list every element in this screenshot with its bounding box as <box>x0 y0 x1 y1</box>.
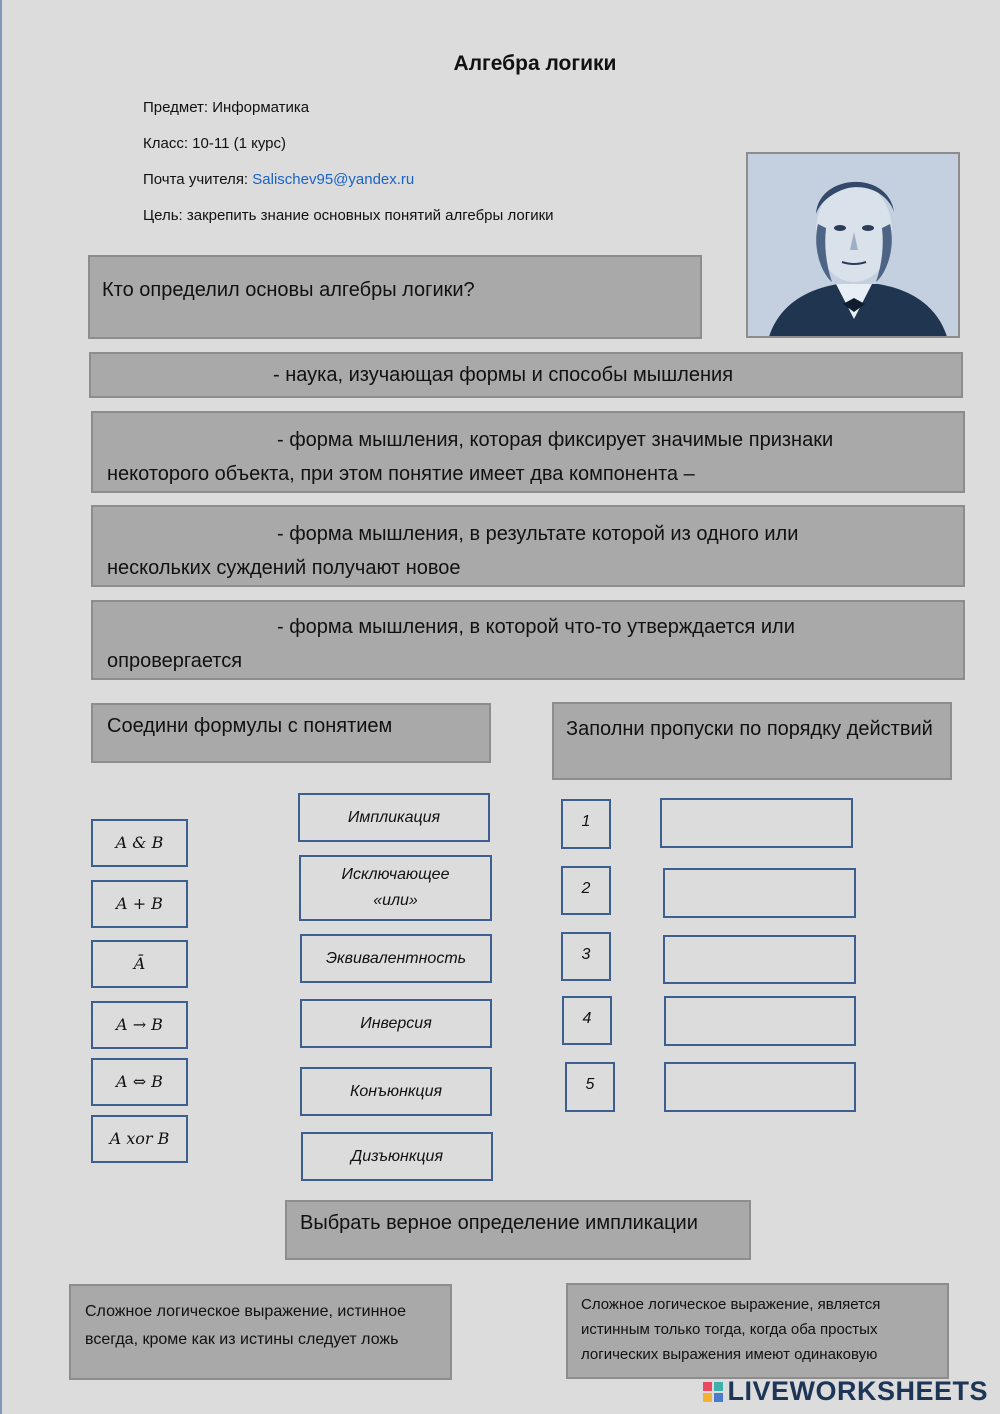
definition-judgement-line1: - форма мышления, в которой что-то утверждается или <box>277 616 795 638</box>
definition-judgement-line2: опровергается <box>107 650 243 672</box>
definition-logic: - наука, изучающая формы и способы мышления <box>89 352 963 398</box>
definition-concept-line2: некоторого объекта, при этом понятие имеет два компонента – <box>107 463 695 485</box>
option-equivalence-definition[interactable]: Сложное логическое выражение, является истинным только тогда, когда оба простых логических выражения имеют одинаковую <box>566 1283 949 1379</box>
definition-concept-line1: - форма мышления, которая фиксирует значимые признаки <box>277 429 834 451</box>
formula-or[interactable]: A + B <box>91 880 188 928</box>
email-line <box>143 171 414 188</box>
grade-line: Класс: 10-11 (1 курс) <box>143 135 286 152</box>
answer-box-2[interactable] <box>663 868 856 918</box>
email-link[interactable]: Salischev95@yandex.ru <box>252 171 415 188</box>
page-left-border <box>0 0 2 1414</box>
logo-squares-icon <box>703 1382 723 1402</box>
order-number-5: 5 <box>565 1062 615 1112</box>
page-title: Алгебра логики <box>453 52 617 75</box>
concept-equivalence[interactable]: Эквивалентность <box>300 934 492 983</box>
concept-disjunction[interactable]: Дизъюнкция <box>301 1132 493 1181</box>
boole-portrait <box>746 152 960 338</box>
concept-conjunction[interactable]: Конъюнкция <box>300 1067 492 1116</box>
concept-inversion[interactable]: Инверсия <box>300 999 492 1048</box>
portrait-image <box>748 154 960 338</box>
order-number-2: 2 <box>561 866 611 915</box>
definition-inference-line1: - форма мышления, в результате которой из одного или <box>277 523 799 545</box>
fill-header: Заполни пропуски по порядку действий <box>552 702 952 780</box>
answer-box-4[interactable] <box>664 996 856 1046</box>
order-number-4: 4 <box>562 996 612 1045</box>
formula-implication[interactable]: A → B <box>91 1001 188 1049</box>
order-number-1: 1 <box>561 799 611 849</box>
answer-box-1[interactable] <box>660 798 853 848</box>
concept-implication[interactable]: Импликация <box>298 793 490 842</box>
order-number-3: 3 <box>561 932 611 981</box>
answer-box-3[interactable] <box>663 935 856 984</box>
formula-not[interactable]: Ā <box>91 940 188 988</box>
definition-judgement <box>91 600 965 680</box>
answer-box-5[interactable] <box>664 1062 856 1112</box>
question-who-defined: Кто определил основы алгебры логики? <box>88 255 702 339</box>
definition-inference-line2: нескольких суждений получают новое <box>107 557 461 579</box>
email-label: Почта учителя: <box>143 171 253 188</box>
logo-text: LIVEWORKSHEETS <box>727 1376 988 1406</box>
match-header: Соедини формулы с понятием <box>91 703 491 763</box>
concept-xor[interactable]: Исключающее «или» <box>299 855 492 921</box>
definition-inference <box>91 505 965 587</box>
goal-line: Цель: закрепить знание основных понятий алгебры логики <box>143 207 554 224</box>
definition-concept <box>91 411 965 493</box>
formula-and[interactable]: A & B <box>91 819 188 867</box>
subject-line: Предмет: Информатика <box>143 99 310 116</box>
implication-header: Выбрать верное определение импликации <box>285 1200 751 1260</box>
liveworksheets-logo <box>703 1376 988 1407</box>
formula-xor[interactable]: A xor B <box>91 1115 188 1163</box>
formula-equivalence[interactable]: A ⇔ B <box>91 1058 188 1106</box>
option-implication-definition[interactable]: Сложное логическое выражение, истинное всегда, кроме как из истины следует ложь <box>69 1284 452 1380</box>
